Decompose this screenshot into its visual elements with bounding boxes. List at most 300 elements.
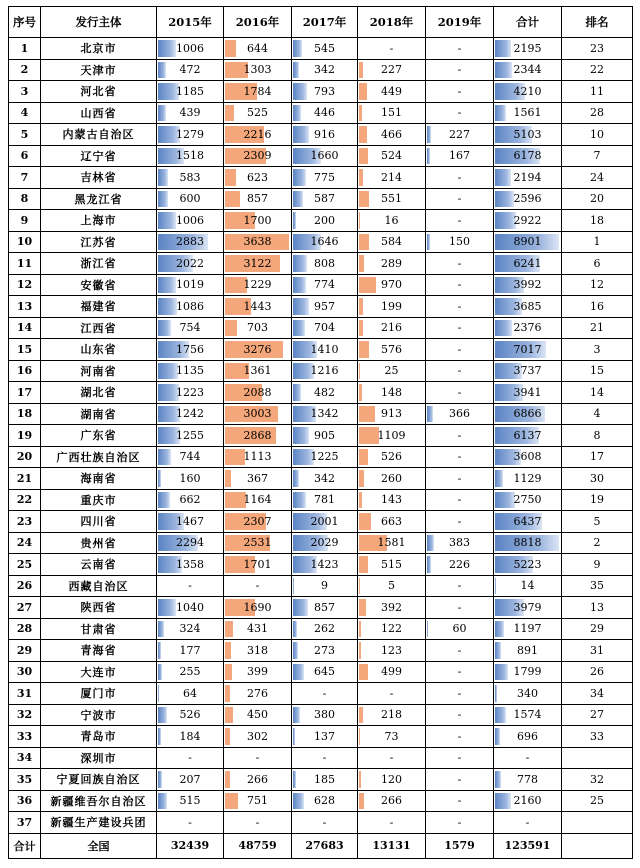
data-bar: [495, 40, 511, 57]
cell-total: [494, 231, 562, 253]
cell-value: 273: [314, 643, 335, 657]
cell-value: 3685: [513, 299, 542, 313]
data-bar: [293, 105, 301, 122]
data-bar: [359, 556, 368, 573]
cell-value: -: [457, 579, 462, 593]
cell-y2017: [292, 704, 358, 726]
table-body: [9, 38, 633, 859]
cell-value: 184: [179, 729, 201, 743]
cell-value: -: [457, 665, 462, 679]
cell-y2017: [292, 747, 358, 769]
data-bar: [359, 212, 360, 229]
cell-value: 515: [179, 794, 201, 808]
data-bar: [359, 513, 371, 530]
cell-y2015: [157, 511, 224, 533]
cell-total: [494, 532, 562, 554]
cell-y2017: [292, 446, 358, 468]
row-index: 32: [9, 704, 41, 726]
cell-value: 446: [314, 106, 335, 120]
cell-value: 199: [381, 299, 402, 313]
cell-total: [494, 511, 562, 533]
data-bar: [495, 105, 506, 122]
cell-value: 600: [179, 192, 201, 206]
cell-y2016: [224, 726, 292, 748]
data-bar: [293, 126, 309, 143]
cell-y2016: [224, 102, 292, 124]
cell-value: 1185: [176, 84, 204, 98]
cell-total: [494, 102, 562, 124]
data-bar: [158, 320, 171, 337]
cell-y2015: [157, 360, 224, 382]
row-rank: 24: [562, 167, 633, 189]
row-index: 31: [9, 683, 41, 705]
cell-value: 696: [517, 729, 538, 743]
row-issuer: 山西省: [41, 102, 157, 124]
cell-value: 778: [517, 772, 538, 786]
total-y2016: 48759: [224, 833, 292, 858]
cell-value: -: [457, 450, 462, 464]
row-rank: 16: [562, 296, 633, 318]
data-bar: [359, 427, 379, 444]
row-index: 29: [9, 640, 41, 662]
cell-value: 584: [381, 235, 402, 249]
row-rank: 9: [562, 554, 633, 576]
cell-y2018: [358, 640, 426, 662]
data-bar: [359, 664, 368, 681]
cell-y2016: [224, 124, 292, 146]
cell-value: 526: [179, 708, 201, 722]
cell-y2015: [157, 489, 224, 511]
cell-y2018: [358, 683, 426, 705]
data-bar: [225, 793, 238, 810]
data-bar: [158, 621, 164, 638]
cell-value: 2309: [243, 149, 272, 163]
cell-y2015: [157, 403, 224, 425]
cell-value: -: [457, 84, 462, 98]
table-row: [9, 124, 633, 146]
cell-y2018: [358, 339, 426, 361]
row-index: 12: [9, 274, 41, 296]
cell-value: -: [457, 192, 462, 206]
cell-y2019: [426, 704, 494, 726]
cell-y2018: [358, 296, 426, 318]
cell-y2019: [426, 253, 494, 275]
data-bar: [293, 728, 295, 745]
cell-y2019: [426, 661, 494, 683]
row-index: 5: [9, 124, 41, 146]
table-row: [9, 382, 633, 404]
row-issuer: 江西省: [41, 317, 157, 339]
data-bar: [359, 298, 363, 315]
cell-value: 808: [314, 256, 335, 270]
cell-y2019: [426, 597, 494, 619]
cell-total: [494, 468, 562, 490]
cell-value: 2344: [513, 63, 542, 77]
cell-y2018: [358, 618, 426, 640]
cell-value: 4210: [513, 84, 542, 98]
row-rank: 1: [562, 231, 633, 253]
row-issuer: 湖南省: [41, 403, 157, 425]
cell-value: 177: [179, 643, 201, 657]
row-issuer: 四川省: [41, 511, 157, 533]
data-bar: [225, 728, 230, 745]
row-index: 17: [9, 382, 41, 404]
data-bar: [359, 578, 360, 595]
cell-y2019: [426, 446, 494, 468]
cell-y2016: [224, 403, 292, 425]
data-bar: [359, 728, 360, 745]
row-rank: 2: [562, 532, 633, 554]
cell-value: 148: [381, 385, 402, 399]
cell-total: [494, 769, 562, 791]
data-bar: [427, 535, 434, 552]
data-bar: [158, 771, 162, 788]
data-bar: [359, 642, 361, 659]
cell-total: [494, 597, 562, 619]
cell-y2019: [426, 403, 494, 425]
data-bar: [495, 191, 514, 208]
cell-y2015: [157, 704, 224, 726]
cell-value: 5223: [513, 557, 542, 571]
table-row: [9, 790, 633, 812]
cell-value: 2216: [243, 127, 272, 141]
cell-value: 3122: [243, 256, 272, 270]
data-bar: [359, 599, 366, 616]
data-bar: [293, 621, 297, 638]
cell-y2017: [292, 769, 358, 791]
cell-value: 392: [381, 600, 402, 614]
cell-y2017: [292, 274, 358, 296]
row-issuer: 贵州省: [41, 532, 157, 554]
total-rank: [562, 833, 633, 858]
cell-y2017: [292, 317, 358, 339]
row-issuer: 河北省: [41, 81, 157, 103]
data-bar: [293, 793, 304, 810]
cell-y2018: [358, 726, 426, 748]
data-bar: [225, 320, 237, 337]
cell-value: -: [457, 342, 462, 356]
table-row: [9, 661, 633, 683]
cell-y2017: [292, 468, 358, 490]
cell-y2018: [358, 511, 426, 533]
cell-y2019: [426, 511, 494, 533]
cell-value: -: [457, 63, 462, 77]
cell-value: 431: [247, 622, 268, 636]
table-row: [9, 38, 633, 60]
cell-value: 399: [247, 665, 268, 679]
cell-y2016: [224, 167, 292, 189]
cell-total: [494, 167, 562, 189]
cell-y2019: [426, 640, 494, 662]
cell-y2016: [224, 81, 292, 103]
cell-y2019: [426, 726, 494, 748]
cell-y2019: [426, 188, 494, 210]
cell-y2015: [157, 769, 224, 791]
row-issuer: 福建省: [41, 296, 157, 318]
cell-value: -: [457, 751, 462, 765]
data-bar: [293, 255, 307, 272]
data-bar: [359, 126, 367, 143]
row-rank: 30: [562, 468, 633, 490]
cell-y2019: [426, 38, 494, 60]
cell-y2018: [358, 274, 426, 296]
data-bar: [225, 707, 233, 724]
cell-y2016: [224, 296, 292, 318]
cell-y2019: [426, 274, 494, 296]
row-issuer: 重庆市: [41, 489, 157, 511]
cell-value: 2001: [310, 514, 339, 528]
row-index: 8: [9, 188, 41, 210]
cell-value: 324: [179, 622, 201, 636]
cell-value: 16: [384, 213, 399, 227]
cell-y2017: [292, 575, 358, 597]
cell-y2017: [292, 102, 358, 124]
table-row: [9, 59, 633, 81]
cell-value: 216: [381, 321, 402, 335]
cell-y2016: [224, 339, 292, 361]
cell-y2015: [157, 274, 224, 296]
cell-value: 576: [381, 342, 402, 356]
cell-value: 2596: [513, 192, 542, 206]
data-bar: [158, 492, 170, 509]
cell-y2018: [358, 446, 426, 468]
data-bar: [293, 427, 309, 444]
data-bar: [293, 771, 296, 788]
cell-y2017: [292, 360, 358, 382]
cell-value: 775: [314, 170, 335, 184]
cell-y2019: [426, 489, 494, 511]
data-bar: [359, 384, 362, 401]
cell-value: 663: [381, 514, 402, 528]
cell-y2017: [292, 59, 358, 81]
cell-y2019: [426, 618, 494, 640]
table-row: [9, 489, 633, 511]
data-bar: [293, 470, 299, 487]
table-row: [9, 575, 633, 597]
total-y2018: 13131: [358, 833, 426, 858]
row-rank: 8: [562, 425, 633, 447]
row-index: 20: [9, 446, 41, 468]
cell-y2016: [224, 188, 292, 210]
table-row: [9, 403, 633, 425]
data-bar: [225, 449, 245, 466]
table-row: [9, 468, 633, 490]
header-2017: 2017年: [292, 7, 358, 38]
cell-y2015: [157, 81, 224, 103]
cell-value: 1019: [176, 278, 204, 292]
row-rank: 34: [562, 683, 633, 705]
row-issuer: 青岛市: [41, 726, 157, 748]
row-index: 4: [9, 102, 41, 124]
cell-value: 14: [520, 579, 535, 593]
cell-value: 2883: [176, 235, 204, 249]
cell-y2018: [358, 532, 426, 554]
cell-y2017: [292, 640, 358, 662]
cell-value: 8901: [513, 235, 542, 249]
table-row: [9, 425, 633, 447]
cell-y2017: [292, 38, 358, 60]
cell-value: 60: [452, 622, 467, 636]
table-row: [9, 640, 633, 662]
cell-y2015: [157, 317, 224, 339]
cell-y2016: [224, 59, 292, 81]
cell-y2019: [426, 231, 494, 253]
cell-y2018: [358, 425, 426, 447]
cell-y2018: [358, 790, 426, 812]
cell-y2018: [358, 554, 426, 576]
cell-value: -: [457, 278, 462, 292]
data-bar: [495, 320, 512, 337]
data-bar: [359, 363, 360, 380]
data-bar: [359, 148, 368, 165]
cell-y2016: [224, 446, 292, 468]
cell-y2015: [157, 425, 224, 447]
cell-value: 289: [381, 256, 402, 270]
data-bar: [158, 62, 166, 79]
data-bar: [359, 793, 364, 810]
cell-y2016: [224, 769, 292, 791]
cell-value: 380: [314, 708, 335, 722]
cell-y2015: [157, 468, 224, 490]
cell-value: 1518: [176, 149, 204, 163]
cell-value: 167: [449, 149, 470, 163]
cell-y2016: [224, 489, 292, 511]
table-row: [9, 812, 633, 834]
cell-y2017: [292, 511, 358, 533]
cell-value: 276: [247, 686, 268, 700]
cell-y2015: [157, 339, 224, 361]
cell-y2015: [157, 446, 224, 468]
cell-value: 703: [247, 321, 268, 335]
cell-y2016: [224, 231, 292, 253]
cell-value: -: [255, 751, 260, 765]
cell-value: 255: [179, 665, 201, 679]
data-bar: [225, 685, 230, 702]
cell-value: 450: [247, 708, 268, 722]
table-row: [9, 532, 633, 554]
cell-value: -: [457, 213, 462, 227]
data-bar: [158, 599, 176, 616]
cell-value: 957: [314, 299, 335, 313]
data-bar: [158, 685, 159, 702]
row-issuer: 厦门市: [41, 683, 157, 705]
cell-value: 774: [314, 278, 335, 292]
data-bar: [293, 578, 294, 595]
cell-value: 449: [381, 84, 402, 98]
cell-total: [494, 640, 562, 662]
cell-y2016: [224, 575, 292, 597]
cell-value: 9: [321, 579, 328, 593]
row-index: 28: [9, 618, 41, 640]
total-total: 123591: [494, 833, 562, 858]
cell-y2017: [292, 124, 358, 146]
cell-total: [494, 403, 562, 425]
row-issuer: 广西壮族自治区: [41, 446, 157, 468]
cell-total: [494, 38, 562, 60]
cell-total: [494, 59, 562, 81]
cell-value: 1164: [243, 493, 272, 507]
cell-y2015: [157, 747, 224, 769]
row-index: 9: [9, 210, 41, 232]
data-bar: [293, 320, 305, 337]
data-bar: [293, 277, 306, 294]
row-index: 24: [9, 532, 41, 554]
cell-value: 367: [247, 471, 268, 485]
cell-value: 439: [179, 106, 201, 120]
cell-value: 1225: [310, 450, 339, 464]
data-bar: [158, 105, 166, 122]
cell-value: -: [525, 815, 530, 829]
cell-total: [494, 446, 562, 468]
cell-y2019: [426, 210, 494, 232]
cell-y2016: [224, 554, 292, 576]
data-bar: [293, 707, 300, 724]
cell-total: [494, 296, 562, 318]
cell-value: -: [457, 299, 462, 313]
cell-total: [494, 124, 562, 146]
table-row: [9, 253, 633, 275]
row-issuer: 浙江省: [41, 253, 157, 275]
row-index: 7: [9, 167, 41, 189]
cell-y2016: [224, 747, 292, 769]
total-y2015: 32439: [157, 833, 224, 858]
cell-total: [494, 618, 562, 640]
cell-total: [494, 726, 562, 748]
cell-value: 207: [179, 772, 201, 786]
row-index: 33: [9, 726, 41, 748]
cell-y2016: [224, 704, 292, 726]
row-index: 27: [9, 597, 41, 619]
cell-value: 1410: [310, 342, 339, 356]
cell-y2019: [426, 124, 494, 146]
cell-value: 2750: [513, 493, 542, 507]
cell-value: 340: [517, 686, 538, 700]
cell-y2015: [157, 683, 224, 705]
row-issuer: 安徽省: [41, 274, 157, 296]
cell-value: 1784: [243, 84, 272, 98]
row-index: 10: [9, 231, 41, 253]
cell-value: 8818: [513, 536, 542, 550]
cell-y2016: [224, 210, 292, 232]
cell-y2017: [292, 790, 358, 812]
cell-y2015: [157, 296, 224, 318]
cell-total: [494, 425, 562, 447]
cell-y2017: [292, 403, 358, 425]
cell-value: 6178: [513, 149, 542, 163]
header-2019: 2019年: [426, 7, 494, 38]
cell-y2015: [157, 231, 224, 253]
cell-value: 1574: [513, 708, 542, 722]
total-y2019: 1579: [426, 833, 494, 858]
cell-y2015: [157, 575, 224, 597]
row-rank: 22: [562, 59, 633, 81]
cell-value: -: [457, 600, 462, 614]
header-row: [9, 7, 633, 38]
cell-value: 2922: [513, 213, 542, 227]
cell-y2019: [426, 296, 494, 318]
row-rank: 26: [562, 661, 633, 683]
row-rank: 17: [562, 446, 633, 468]
cell-value: 150: [449, 235, 470, 249]
cell-total: [494, 145, 562, 167]
data-bar: [359, 169, 363, 186]
row-rank: [562, 747, 633, 769]
cell-value: -: [188, 579, 192, 593]
data-bar: [158, 40, 176, 57]
table-row: [9, 597, 633, 619]
data-bar: [225, 771, 230, 788]
cell-value: 6241: [513, 256, 542, 270]
